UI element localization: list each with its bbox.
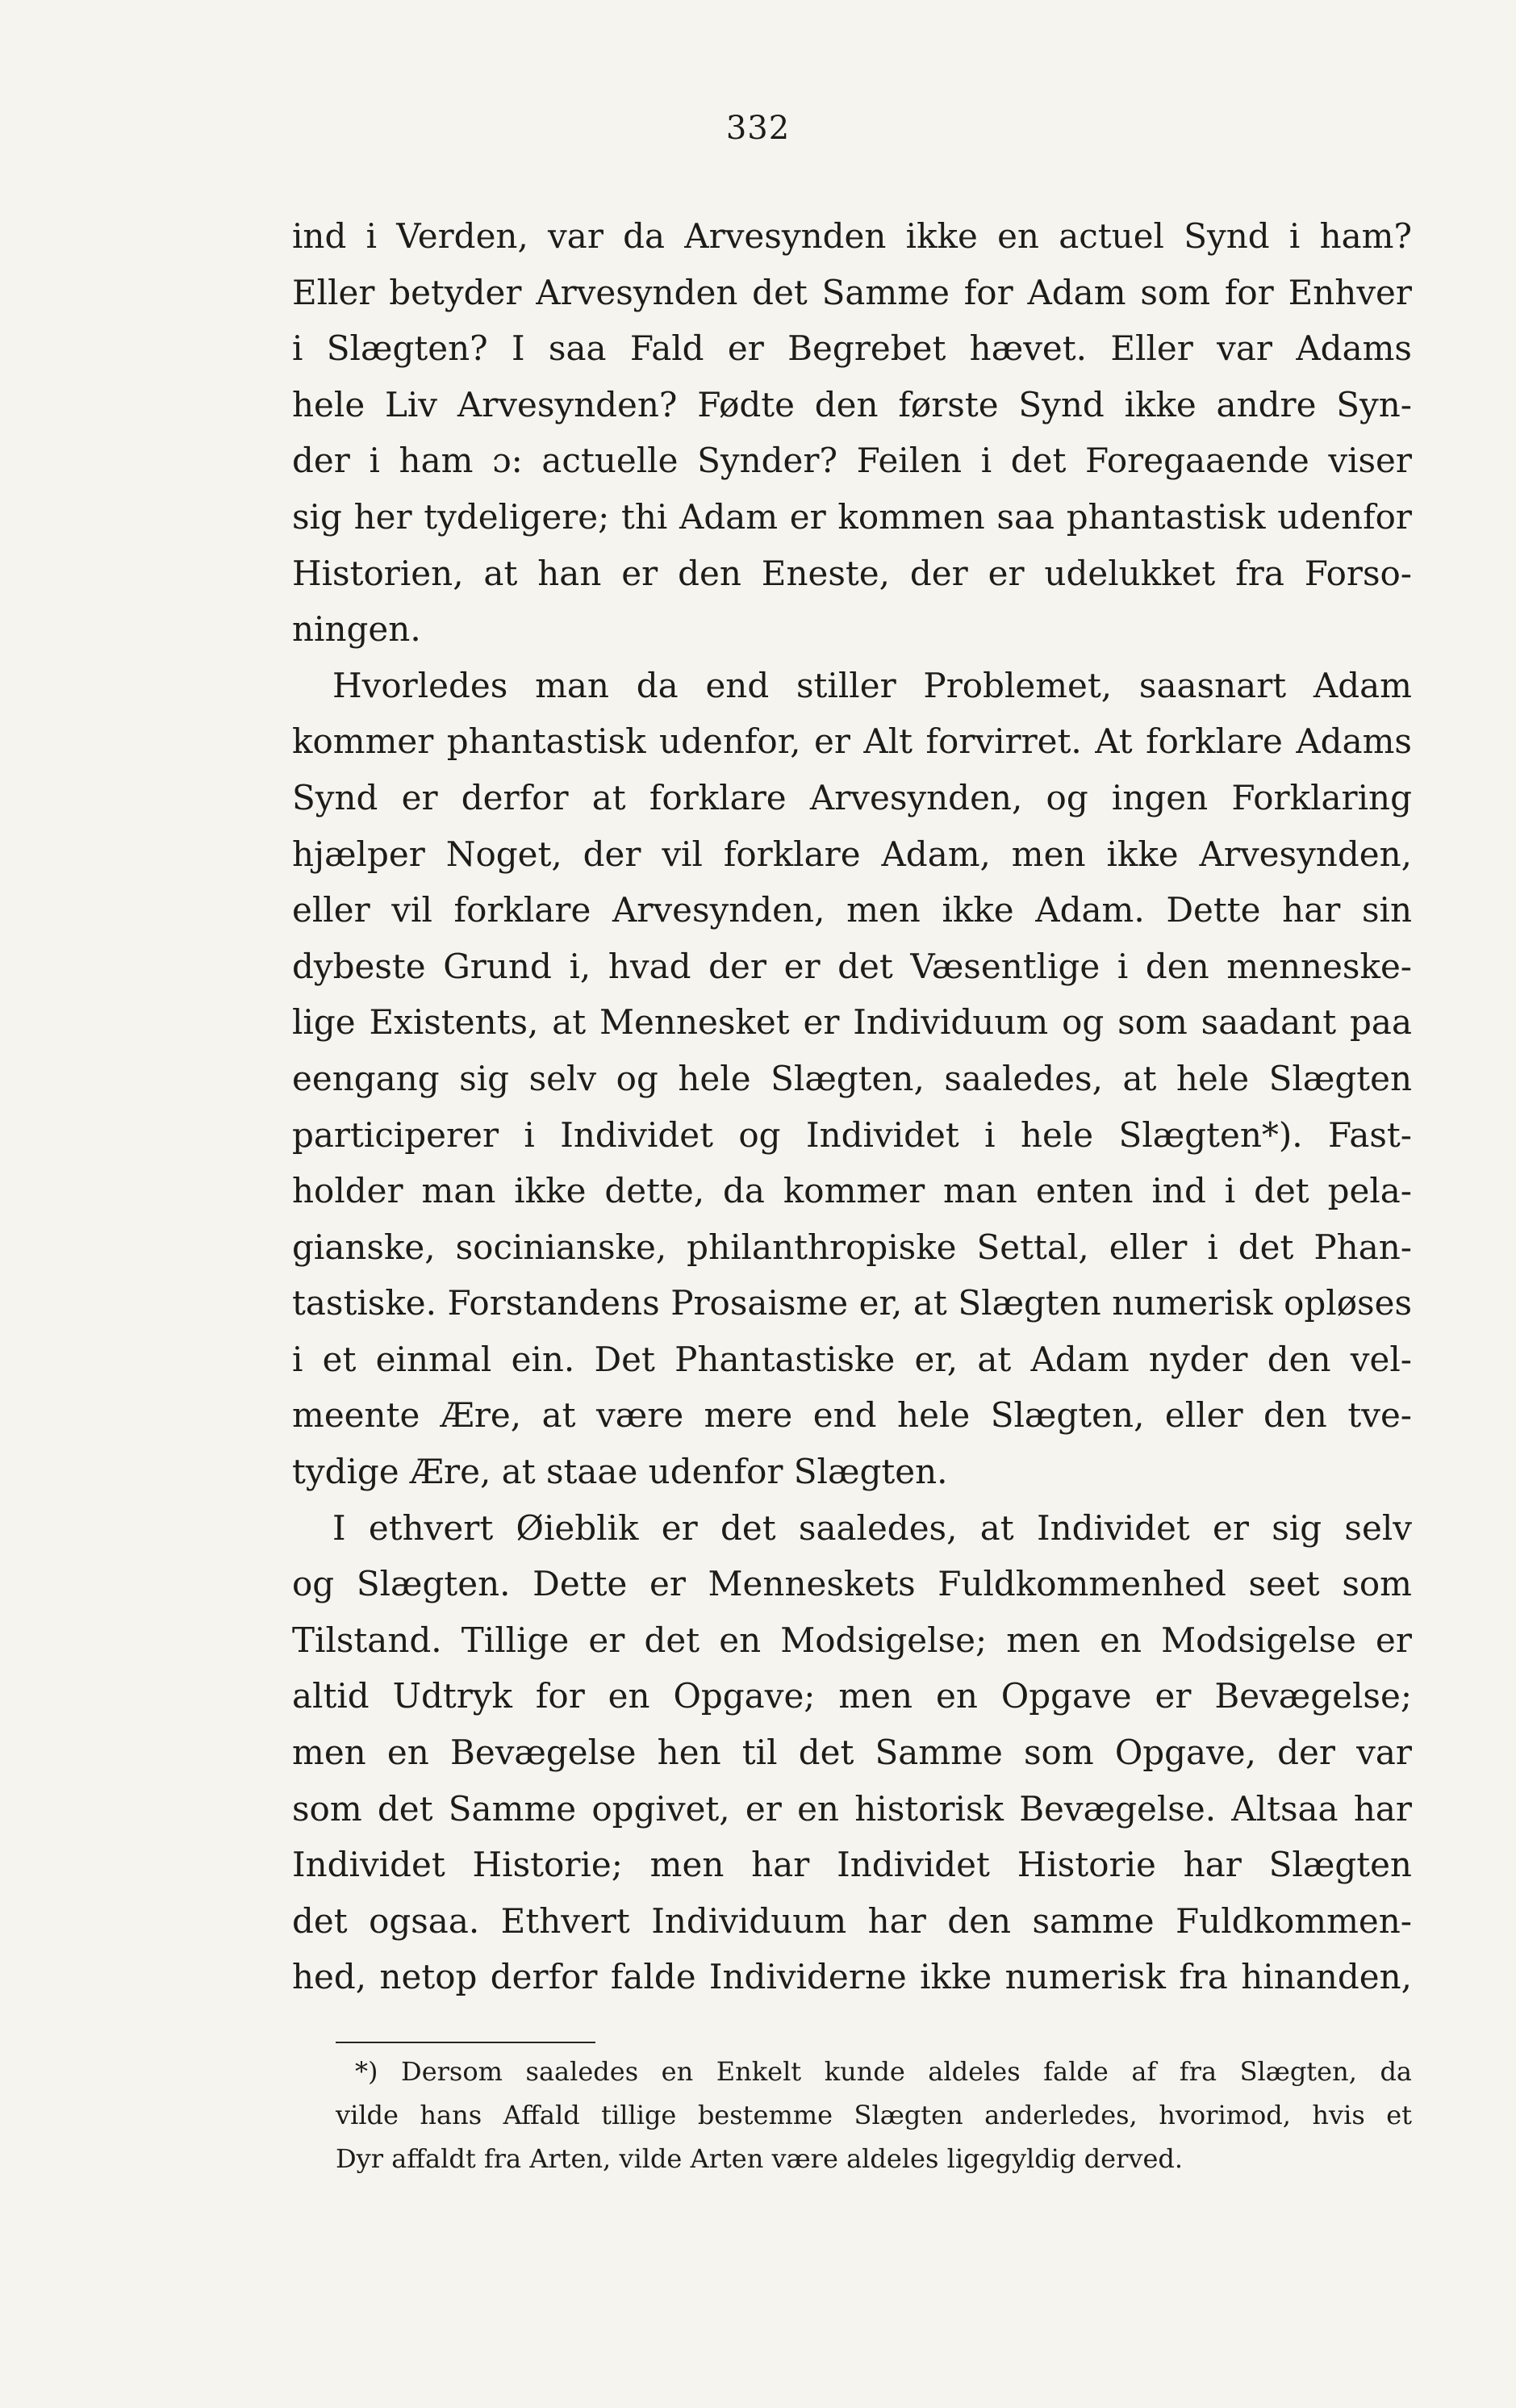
text-line: participerer i Individet og Individet i hele Slægten*). Fast-	[292, 1114, 1412, 1155]
text-line: altid Udtryk for en Opgave; men en Opgave er Bevægelse;	[292, 1676, 1412, 1716]
text-line: der i ham ɔ: actuelle Synder? Feilen i det Foregaaende viser	[292, 441, 1412, 481]
footnote-line: Dyr affaldt fra Arten, vilde Arten være aldeles ligegyldig derved.	[336, 2143, 1184, 2174]
text-line: ind i Verden, var da Arvesynden ikke en actuel Synd i ham?	[292, 216, 1412, 256]
text-line: ningen.	[292, 609, 421, 650]
text-line: lige Existents, at Mennesket er Individuum og som saadant paa	[292, 1002, 1412, 1043]
text-line: Tilstand. Tillige er det en Modsigelse; men en Modsigelse er	[292, 1620, 1412, 1660]
text-line: og Slægten. Dette er Menneskets Fuldkommenhed seet som	[292, 1564, 1412, 1604]
text-line: holder man ikke dette, da kommer man enten ind i det pela-	[292, 1171, 1412, 1211]
text-line: I ethvert Øieblik er det saaledes, at Individet er sig selv	[332, 1507, 1412, 1548]
text-line: dybeste Grund i, hvad der er det Væsentlige i den menneske-	[292, 946, 1412, 986]
text-line: hjælper Noget, der vil forklare Adam, men ikke Arvesynden,	[292, 834, 1412, 874]
text-line: Historien, at han er den Eneste, der er udelukket fra Forso-	[292, 553, 1412, 593]
footnote-line: *) Dersom saaledes en Enkelt kunde aldeles falde af fra Slægten, da	[355, 2056, 1412, 2087]
text-line: eller vil forklare Arvesynden, men ikke Adam. Dette har sin	[292, 890, 1412, 930]
text-line: hele Liv Arvesynden? Fødte den første Synd ikke andre Syn-	[292, 384, 1412, 424]
text-line: Individet Historie; men har Individet Historie har Slægten	[292, 1845, 1412, 1885]
text-line: tastiske. Forstandens Prosaisme er, at Slægten numerisk opløses	[292, 1283, 1412, 1323]
text-line: kommer phantastisk udenfor, er Alt forvirret. At forklare Adams	[292, 721, 1412, 762]
text-line: det ogsaa. Ethvert Individuum har den samme Fuldkommen-	[292, 1900, 1412, 1941]
text-line: som det Samme opgivet, er en historisk Bevægelse. Altsaa har	[292, 1788, 1412, 1829]
footnote-divider	[336, 2042, 595, 2043]
text-line: meente Ære, at være mere end hele Slægten, eller den tve-	[292, 1395, 1412, 1436]
text-line: hed, netop derfor falde Individerne ikke numerisk fra hinanden,	[292, 1957, 1412, 1997]
text-line: i Slægten? I saa Fald er Begrebet hævet. Eller var Adams	[292, 328, 1412, 369]
footnote-line: vilde hans Affald tillige bestemme Slægten anderledes, hvorimod, hvis et	[336, 2100, 1412, 2130]
text-line: Eller betyder Arvesynden det Samme for Adam som for Enhver	[292, 272, 1412, 312]
text-line: i et einmal ein. Det Phantastiske er, at Adam nyder den vel-	[292, 1339, 1412, 1379]
body-text	[292, 208, 1412, 2005]
footnote	[336, 2050, 1412, 2180]
text-line: sig her tydeligere; thi Adam er kommen saa phantastisk udenfor	[292, 496, 1412, 537]
text-line: Hvorledes man da end stiller Problemet, saasnart Adam	[332, 665, 1412, 705]
text-line: gianske, socinianske, philanthropiske Settal, eller i det Phan-	[292, 1227, 1412, 1267]
text-line: men en Bevægelse hen til det Samme som Opgave, der var	[292, 1733, 1412, 1773]
text-line: Synd er derfor at forklare Arvesynden, og ingen Forklaring	[292, 777, 1412, 817]
page-number: 332	[725, 110, 791, 147]
text-line: eengang sig selv og hele Slægten, saaledes, at hele Slægten	[292, 1058, 1412, 1098]
text-line: tydige Ære, at staae udenfor Slægten.	[292, 1452, 948, 1492]
